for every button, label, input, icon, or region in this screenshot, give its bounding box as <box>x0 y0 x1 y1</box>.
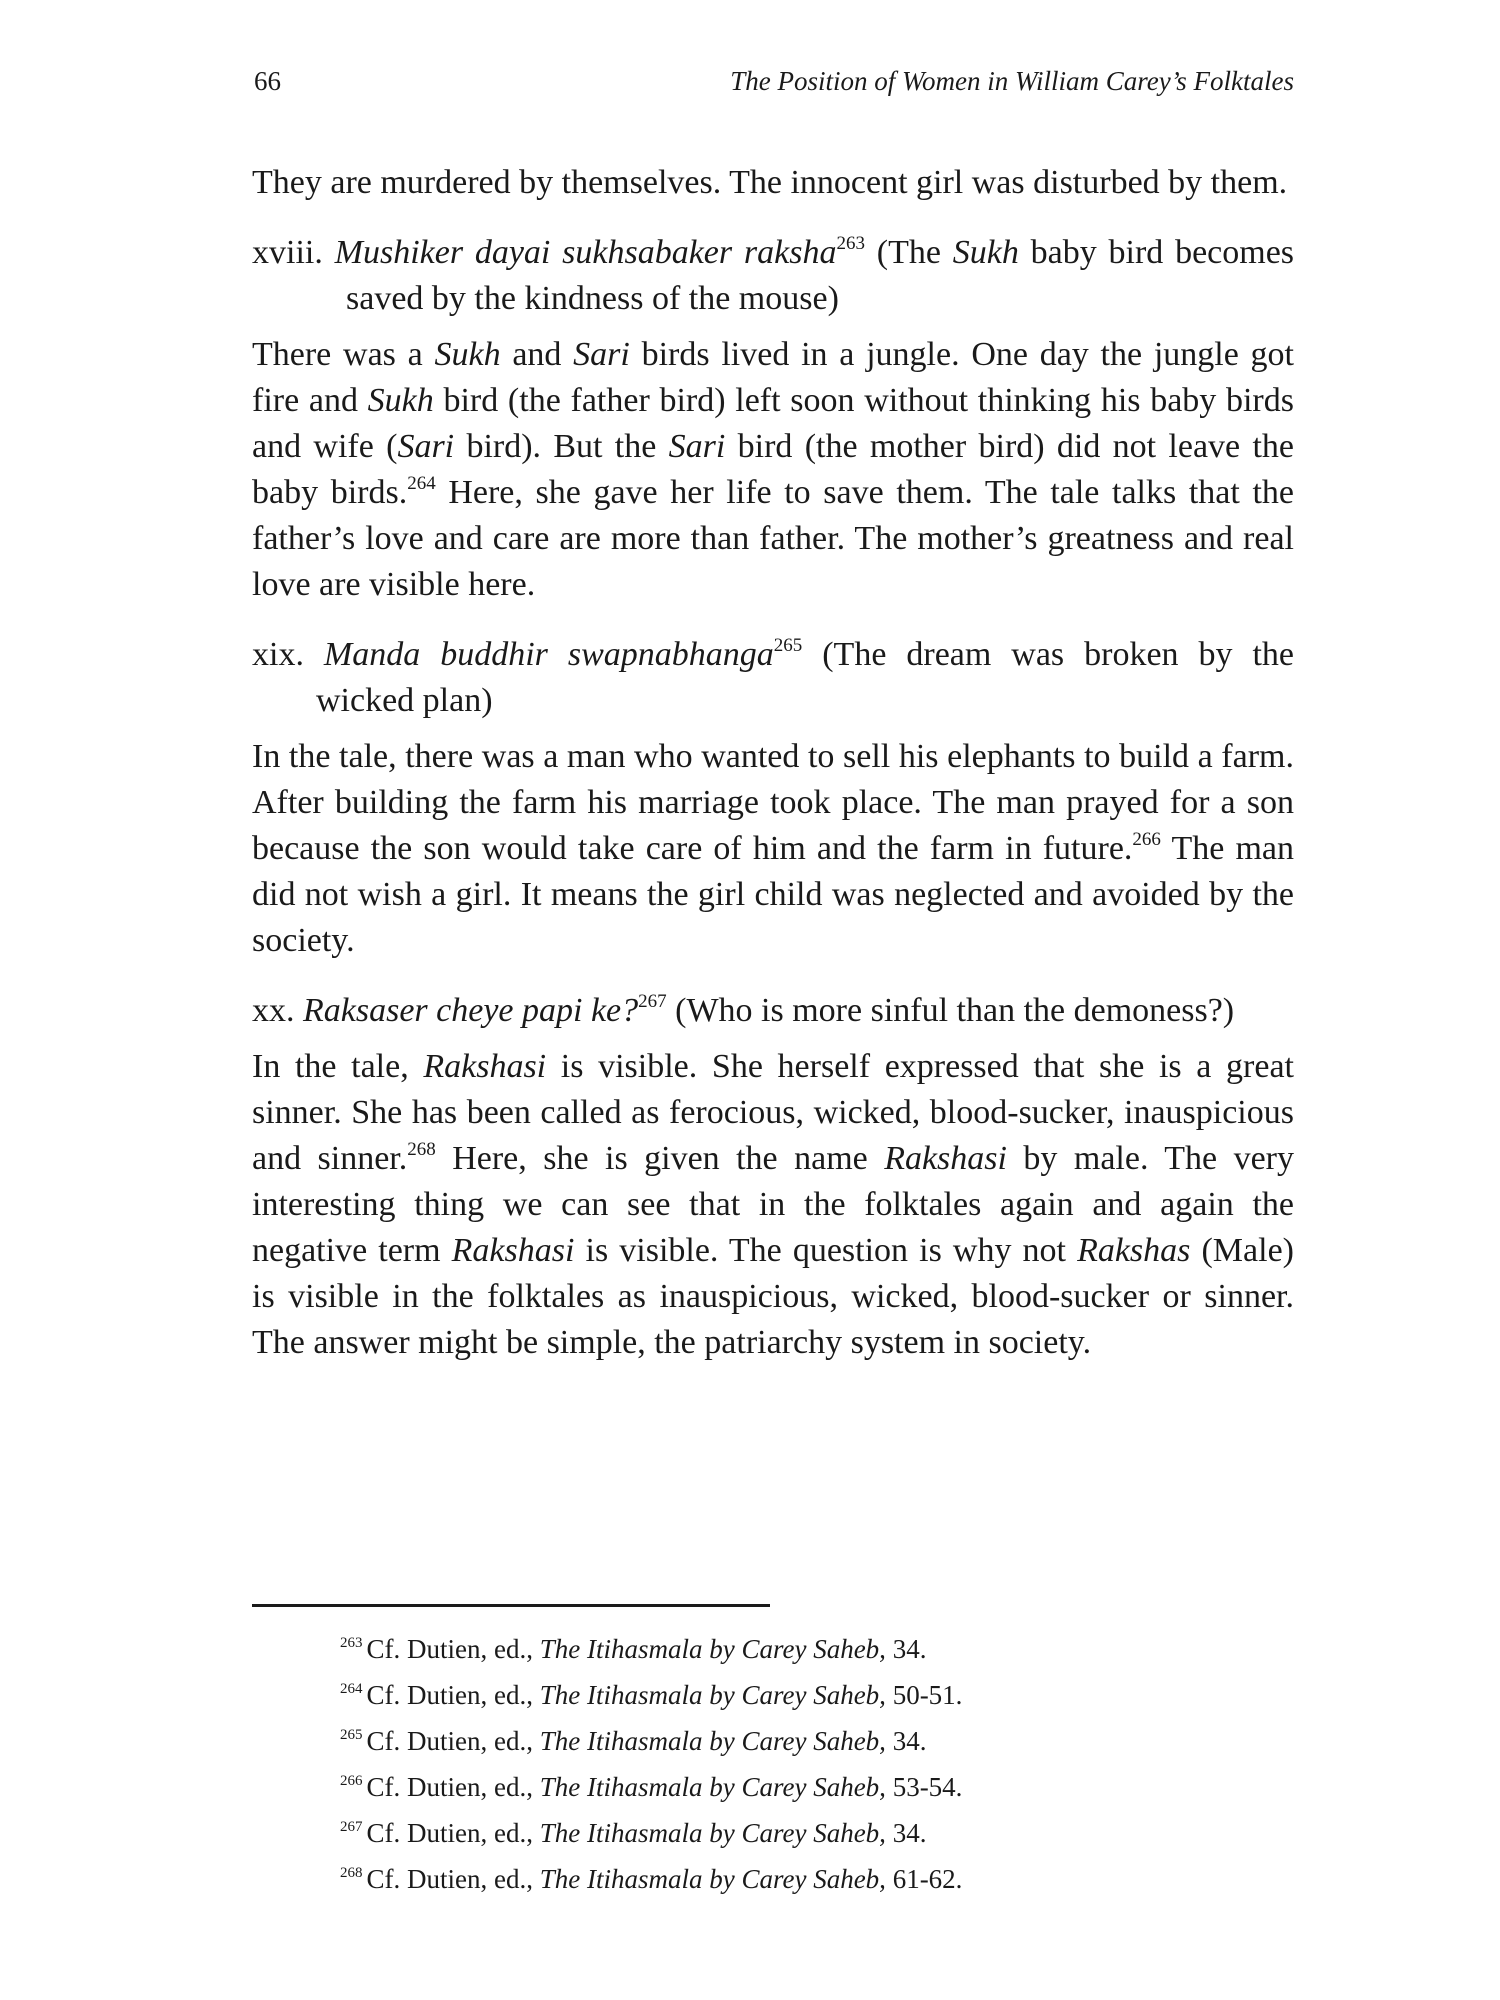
running-title: The Position of Women in William Carey’s Folktales <box>730 66 1294 96</box>
text-run: birds lived in a jungle. One day the jungle got fire and <box>252 336 1295 419</box>
footnote-number: 266 <box>340 1773 363 1789</box>
footnote-title: The Itihasmala by Carey Saheb, <box>539 1634 886 1664</box>
footnote <box>340 1626 1280 1672</box>
entry-title: Manda buddhir swapnabhanga <box>323 636 774 673</box>
footnote-text: Cf. Dutien, ed., <box>366 1818 540 1848</box>
entry-label: xix. <box>252 636 304 673</box>
text-run: In the tale, there was a man who wanted to sell his elephants to build a farm. After building the farm his marriage took place. The man prayed for a son because the son would take care of him and the farm in future. <box>252 738 1294 867</box>
entry-label: xviii. <box>252 234 323 271</box>
footnote-text: Cf. Dutien, ed., <box>366 1680 540 1710</box>
paragraph-intro: They are murdered by themselves. The innocent girl was disturbed by them. <box>252 164 1288 201</box>
entry-description-italic: Sukh <box>952 234 1019 271</box>
text-run: bird (the mother bird) did not leave the baby birds. <box>252 428 1294 511</box>
footnote-ref: 268 <box>407 1139 436 1160</box>
footnote-text: Cf. Dutien, ed., <box>366 1634 540 1664</box>
footnote <box>340 1764 1280 1810</box>
footnote-number: 265 <box>340 1727 363 1743</box>
entry-description: baby bird becomes saved by the kindness of the mouse) <box>346 234 1295 317</box>
text-run: is visible. She herself expressed that she is a great sinner. She has been called as ferocious, wicked, blood-sucker, inauspicious and sinner. <box>252 1048 1294 1177</box>
footnote-ref: 266 <box>1132 829 1161 850</box>
text-run: The man did not wish a girl. It means the girl child was neglected and avoided by the society. <box>252 830 1294 959</box>
tale-entry-xviii <box>252 230 1294 322</box>
tale-entry-xix <box>252 632 1294 724</box>
footnote <box>340 1856 1280 1902</box>
italic-term: Rakshasi <box>451 1232 575 1269</box>
footnote-ref: 265 <box>773 635 803 656</box>
text-run: and <box>500 336 574 373</box>
footnote-ref: 263 <box>836 233 865 254</box>
paragraph-sukh-sari <box>252 332 1294 608</box>
running-header <box>252 66 1294 106</box>
italic-term: Rakshasi <box>884 1140 1007 1177</box>
footnote-title: The Itihasmala by Carey Saheb, <box>539 1680 886 1710</box>
footnote-text: Cf. Dutien, ed., <box>366 1864 540 1894</box>
footnote-text: Cf. Dutien, ed., <box>366 1726 540 1756</box>
italic-term: Sukh <box>434 336 501 373</box>
entry-title: Mushiker dayai sukhsabaker raksha <box>334 234 837 271</box>
paragraph-rakshasi <box>252 1044 1294 1366</box>
text-run: by male. The very interesting thing we can see that in the folktales again and again the negative term <box>252 1140 1295 1269</box>
paragraph-elephants <box>252 734 1294 964</box>
footnote <box>340 1718 1280 1764</box>
footnote <box>340 1672 1280 1718</box>
footnote-title: The Itihasmala by Carey Saheb, <box>539 1772 886 1802</box>
text-run: (Male) is visible in the folktales as inauspicious, wicked, blood-sucker or sinner. The answer might be simple, the patriarchy system in society. <box>252 1232 1294 1361</box>
text-run: is visible. The question is why not <box>574 1232 1078 1269</box>
entry-description: (Who is more sinful than the demoness?) <box>666 992 1235 1029</box>
footnote-title: The Itihasmala by Carey Saheb, <box>539 1726 886 1756</box>
footnote-text: Cf. Dutien, ed., <box>366 1772 540 1802</box>
entry-title: Raksaser cheye papi ke? <box>303 992 639 1029</box>
italic-term: Sari <box>668 428 726 465</box>
entry-label: xx. <box>252 992 295 1029</box>
footnote <box>340 1810 1280 1856</box>
footnote-number: 264 <box>340 1681 363 1697</box>
text-run: In the tale, <box>252 1048 424 1085</box>
italic-term: Sukh <box>367 382 434 419</box>
book-page <box>252 0 1294 2000</box>
footnote-ref: 267 <box>638 991 667 1012</box>
footnote-title: The Itihasmala by Carey Saheb, <box>539 1864 886 1894</box>
footnotes <box>340 1626 1280 1902</box>
italic-term: Sari <box>573 336 630 373</box>
footnote-pages: 61-62. <box>885 1864 963 1894</box>
footnote-number: 263 <box>340 1635 363 1651</box>
text-run: There was a <box>252 336 435 373</box>
footnote-number: 267 <box>340 1819 363 1835</box>
footnote-number: 268 <box>340 1865 363 1881</box>
text-run: Here, she gave her life to save them. The tale talks that the father’s love and care are more than father. The mother’s greatness and real love are visible here. <box>252 474 1294 603</box>
footnote-ref: 264 <box>407 473 436 494</box>
footnote-pages: 50-51. <box>885 1680 963 1710</box>
footnote-pages: 34. <box>885 1818 927 1848</box>
body-text <box>252 160 1294 1366</box>
footnote-pages: 34. <box>885 1726 927 1756</box>
entry-description: (The dream was broken by the wicked plan) <box>316 636 1294 719</box>
italic-term: Rakshasi <box>423 1048 547 1085</box>
italic-term: Sari <box>397 428 455 465</box>
footnote-title: The Itihasmala by Carey Saheb, <box>539 1818 886 1848</box>
text-run: bird). But the <box>454 428 669 465</box>
entry-description: (The <box>876 234 953 271</box>
text-run: Here, she is given the name <box>435 1140 885 1177</box>
footnote-pages: 34. <box>885 1634 927 1664</box>
page-number: 66 <box>254 66 281 96</box>
footnote-divider <box>252 1604 770 1607</box>
text-run: bird (the father bird) left soon without thinking his baby birds and wife ( <box>252 382 1294 465</box>
tale-entry-xx <box>252 988 1294 1034</box>
footnote-pages: 53-54. <box>885 1772 963 1802</box>
italic-term: Rakshas <box>1077 1232 1191 1269</box>
